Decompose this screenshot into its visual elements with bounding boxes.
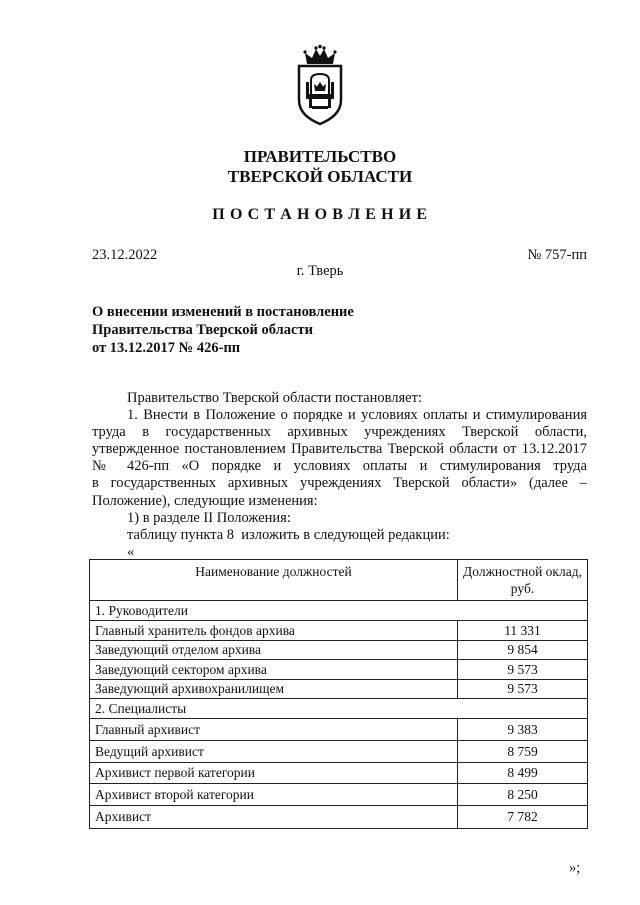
- section-row: [90, 601, 588, 621]
- header-position: Наименование должностей: [90, 560, 458, 601]
- body-line: 1) в разделе II Положения:: [127, 509, 291, 526]
- table-row: [90, 641, 588, 660]
- table-row: [90, 763, 588, 784]
- body-line: в государственных архивных учреждениях Тверской области» (далее –: [92, 475, 587, 492]
- salary-value: 7 782: [458, 806, 588, 829]
- salary-value: 9 383: [458, 719, 588, 741]
- body-line: 1. Внести в Положение о порядке и условиях оплаты и стимулирования: [127, 407, 587, 424]
- title-line: Правительства Тверской области: [92, 322, 313, 338]
- document-body: [92, 390, 587, 561]
- open-quote: «: [127, 543, 135, 560]
- salary-value: 8 759: [458, 741, 588, 763]
- body-line: Правительство Тверской области постановляет:: [127, 390, 422, 406]
- body-line: таблицу пункта 8 изложить в следующей редакции:: [127, 526, 450, 543]
- position-name: Архивист первой категории: [90, 763, 458, 784]
- salary-table: [89, 559, 588, 829]
- section-label: 1. Руководители: [90, 601, 588, 621]
- table-row: [90, 784, 588, 806]
- position-name: Архивист: [90, 806, 458, 829]
- position-name: Архивист второй категории: [90, 784, 458, 806]
- table-header-row: [90, 560, 588, 601]
- header-salary-line2: руб.: [510, 581, 535, 596]
- position-name: Главный архивист: [90, 719, 458, 741]
- header-salary-line1: Должностной оклад,: [463, 564, 582, 579]
- title-line: О внесении изменений в постановление: [92, 304, 354, 320]
- salary-value: 8 250: [458, 784, 588, 806]
- table-row: [90, 660, 588, 680]
- position-name: Заведующий архивохранилищем: [90, 680, 458, 699]
- body-line: Положение), следующие изменения:: [92, 492, 318, 509]
- table-row: [90, 806, 588, 829]
- org-name-line2: ТВЕРСКОЙ ОБЛАСТИ: [227, 167, 413, 186]
- table-row: [90, 680, 588, 699]
- org-name-line1: ПРАВИТЕЛЬСТВО: [243, 147, 397, 166]
- header-salary: [458, 560, 588, 601]
- document-type: П О С Т А Н О В Л Е Н И Е: [212, 206, 428, 223]
- position-name: Заведующий отделом архива: [90, 641, 458, 660]
- document-date: 23.12.2022: [92, 247, 158, 263]
- salary-value: 9 854: [458, 641, 588, 660]
- section-row: [90, 699, 588, 719]
- salary-value: 9 573: [458, 660, 588, 680]
- coat-of-arms-icon: [294, 44, 346, 126]
- close-quote: »;: [569, 860, 581, 876]
- document-city: г. Тверь: [296, 263, 344, 279]
- section-label: 2. Специалисты: [90, 699, 588, 719]
- position-name: Главный хранитель фондов архива: [90, 621, 458, 641]
- title-line: от 13.12.2017 № 426-пп: [92, 340, 241, 356]
- salary-value: 11 331: [458, 621, 588, 641]
- position-name: Ведущий архивист: [90, 741, 458, 763]
- document-title: [92, 303, 354, 357]
- salary-value: 9 573: [458, 680, 588, 699]
- body-line: № 426-пп «О порядке и условиях оплаты и стимулирования труда: [92, 458, 587, 475]
- salary-value: 8 499: [458, 763, 588, 784]
- document-number: № 757-пп: [527, 247, 587, 263]
- table-row: [90, 741, 588, 763]
- body-line: утвержденное постановлением Правительства Тверской области от 13.12.2017: [92, 441, 587, 458]
- body-line: труда в государственных архивных учреждениях Тверской области,: [92, 424, 587, 441]
- position-name: Заведующий сектором архива: [90, 660, 458, 680]
- table-row: [90, 621, 588, 641]
- table-row: [90, 719, 588, 741]
